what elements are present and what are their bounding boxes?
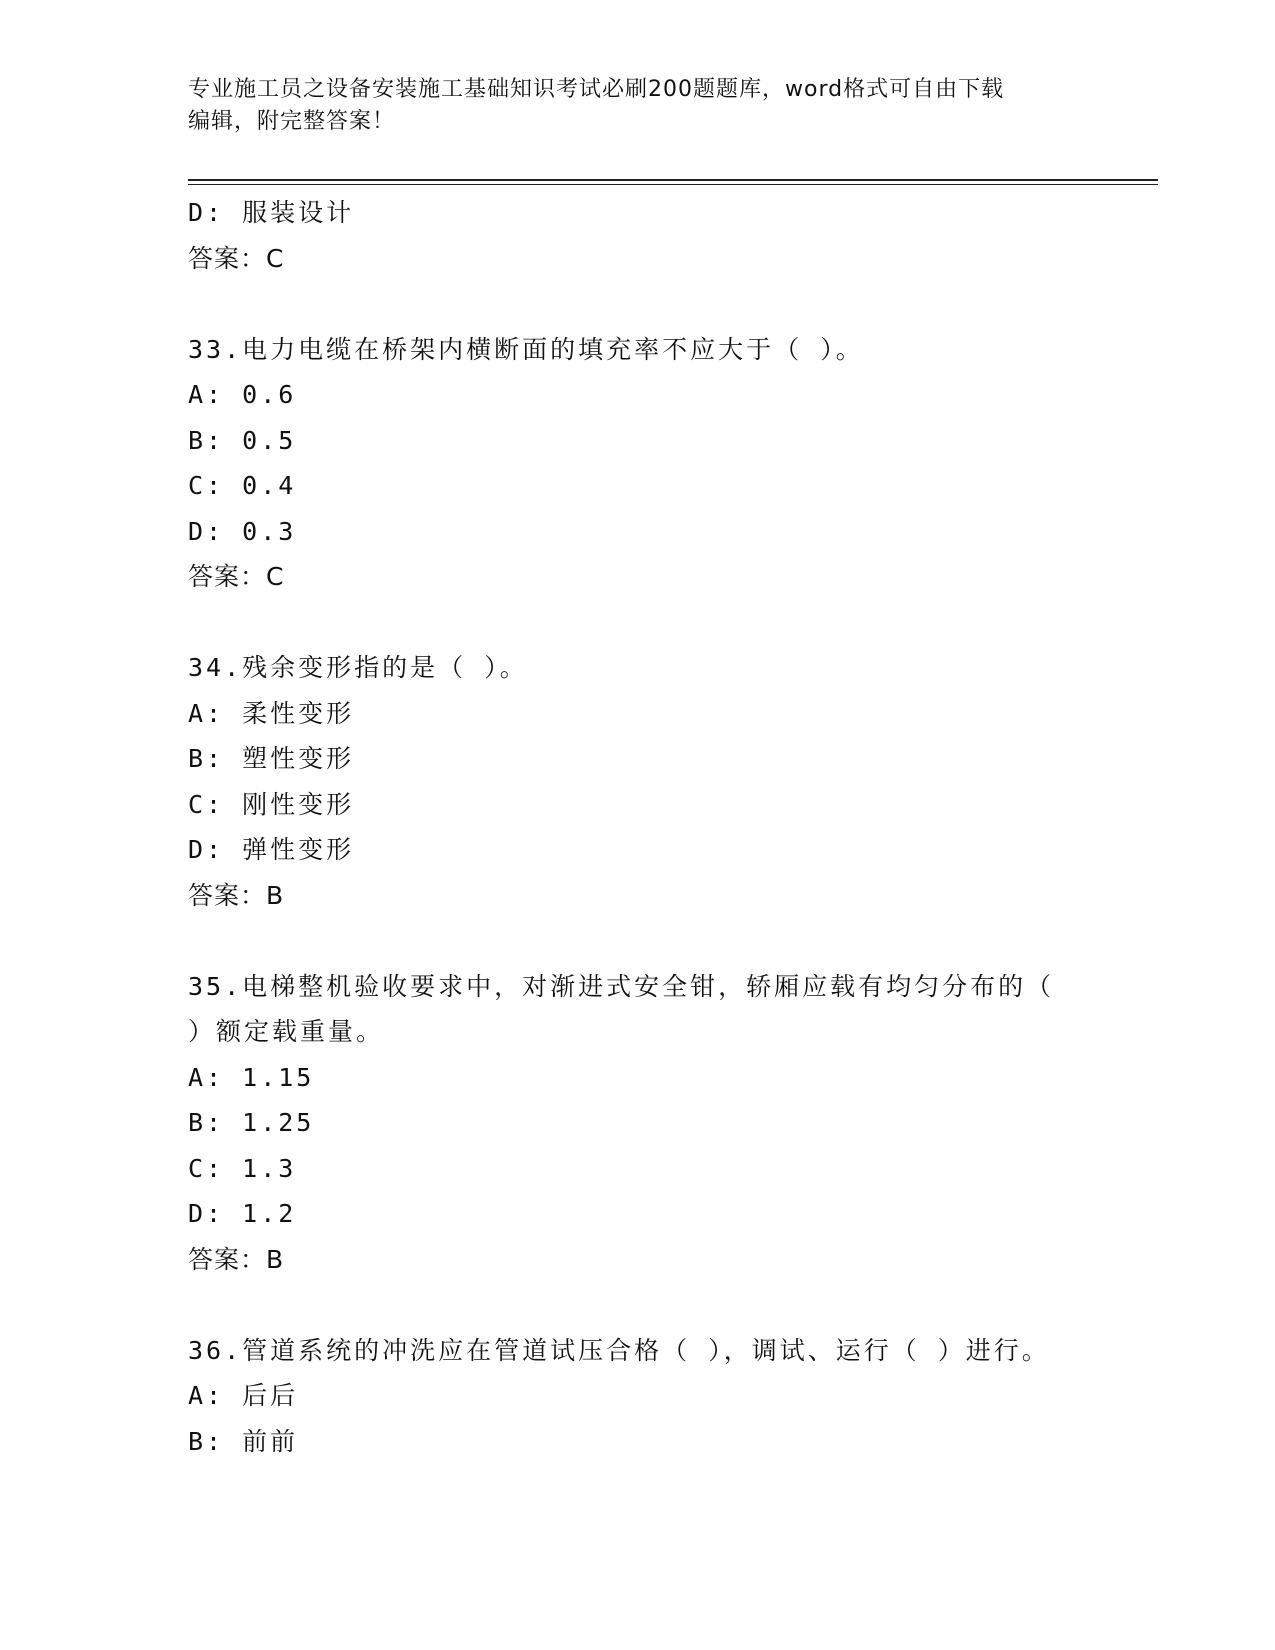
header-title-line-1: 专业施工员之设备安装施工基础知识考试必刷200题题库，word格式可自由下载 bbox=[188, 77, 1005, 102]
question-block-32-tail bbox=[188, 190, 1088, 281]
answer-line: 答案：C bbox=[188, 562, 285, 591]
spacer bbox=[188, 1282, 1088, 1328]
spacer bbox=[188, 918, 1088, 964]
option-d: D: 服装设计 bbox=[188, 198, 355, 227]
option-a: A: 1.15 bbox=[188, 1062, 315, 1092]
question-text-line-1: 35.电梯整机验收要求中，对渐进式安全钳，轿厢应载有均匀分布的（ bbox=[188, 971, 1055, 1001]
option-b: B: 前前 bbox=[188, 1426, 299, 1456]
option-d: D: 1.2 bbox=[188, 1199, 297, 1228]
question-block-33 bbox=[188, 327, 1088, 600]
option-c: C: 0.4 bbox=[188, 471, 297, 500]
option-b: B: 塑性变形 bbox=[188, 744, 355, 773]
header-rule-thin bbox=[188, 184, 1158, 185]
answer-line: 答案：C bbox=[188, 243, 285, 273]
question-block-34 bbox=[188, 645, 1088, 918]
question-text: 36.管道系统的冲洗应在管道试压合格（ ），调试、运行（ ）进行。 bbox=[188, 1335, 1050, 1365]
option-d: D: 0.3 bbox=[188, 516, 297, 546]
option-c: C: 刚性变形 bbox=[188, 789, 355, 819]
question-text: 34.残余变形指的是（ ）。 bbox=[188, 653, 528, 682]
question-text-line-2: ）额定载重量。 bbox=[188, 1017, 385, 1046]
option-a: A: 0.6 bbox=[188, 380, 297, 409]
option-a: A: 柔性变形 bbox=[188, 698, 355, 728]
question-list bbox=[188, 190, 1088, 1464]
answer-line: 答案：B bbox=[188, 1244, 285, 1274]
question-block-35 bbox=[188, 964, 1088, 1283]
option-c: C: 1.3 bbox=[188, 1153, 297, 1183]
spacer bbox=[188, 600, 1088, 646]
header-rule-thick bbox=[188, 179, 1158, 181]
question-block-36 bbox=[188, 1328, 1088, 1465]
option-a: A: 后后 bbox=[188, 1381, 299, 1410]
header-title-line-2: 编辑，附完整答案！ bbox=[188, 109, 396, 134]
option-b: B: 1.25 bbox=[188, 1108, 315, 1137]
option-d: D: 弹性变形 bbox=[188, 835, 355, 864]
answer-line: 答案：B bbox=[188, 880, 285, 910]
document-header bbox=[188, 74, 1088, 138]
option-b: B: 0.5 bbox=[188, 425, 297, 455]
question-text: 33.电力电缆在桥架内横断面的填充率不应大于（ ）。 bbox=[188, 334, 864, 364]
spacer bbox=[188, 281, 1088, 327]
